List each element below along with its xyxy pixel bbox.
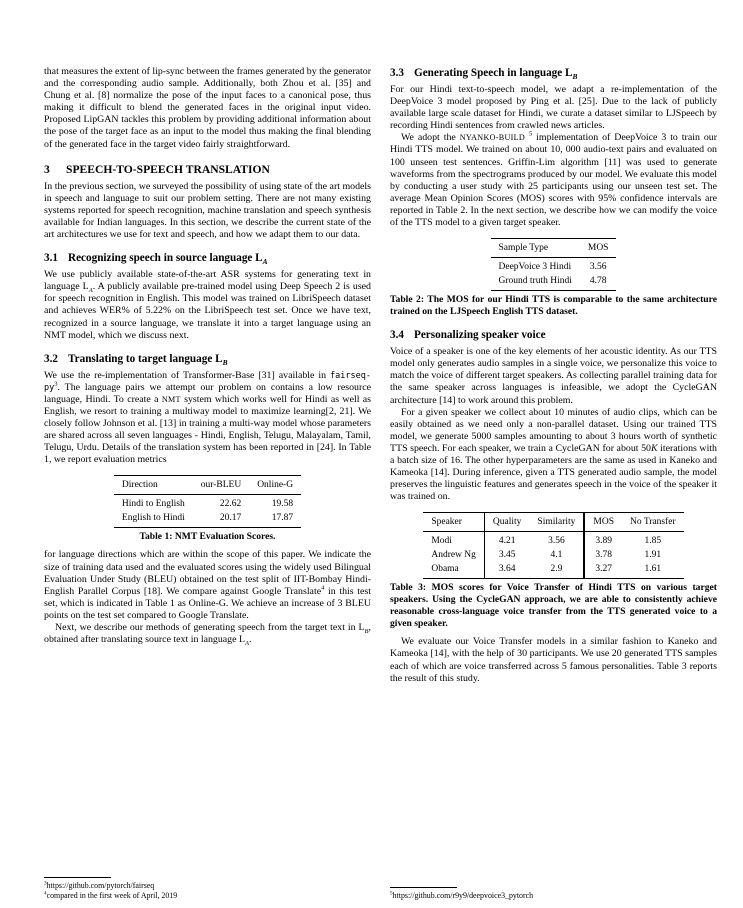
subsection-number: 3.4 (390, 329, 404, 342)
paragraph-speaker-voice: Voice of a speaker is one of the key elements of her acoustic identity. As our TTS model only generates audio samples in a single voice, we personalize this voice to match the voice of different target speakers. As collecting parallel training data for the same speaker across languages is infeasible, we adopt the CycleGAN architecture [14] to work around this problem. (390, 346, 717, 406)
section-3-2-heading (44, 353, 371, 366)
table-cell: 1.91 (644, 550, 662, 561)
section-title: SPEECH-TO-SPEECH TRANSLATION (66, 162, 270, 176)
subsection-number: 3.1 (44, 252, 58, 265)
table-row (423, 548, 683, 562)
footnote-4: $^4$compared in the first week of April, 2019 (44, 890, 178, 901)
table-1-col-online-g: Online-G (249, 475, 301, 495)
table-2-caption: Table 2: The MOS for our Hindi TTS is comparable to the same architecture trained on the LJSpeech English TTS dataset. (390, 294, 717, 318)
table-cell: 3.89 (584, 532, 622, 548)
subsection-title: Generating Speech in language $L_B$ (414, 67, 578, 82)
paragraph-nmt: We use the re-implementation of Transformer-Base [31] available in fairseq-$py^3$. The language pairs we attempt our problem on contains a low resource language, Hindi. To create a NMT system which works well for Hindi as well as English, we resort to training a multiway model to maximize learning[2, 21]. We closely follow Johnson et al. [13] in training a multi-way model whose parameters are shared across all seven languages - Hindi, English, Telugu, Malayalam, Tamil, Telugu, Urdu. Details of the translation system has been reported in [24]. In Table 1, we report evaluation metrics (44, 369, 372, 466)
section-3-4-heading (390, 329, 717, 342)
table-cell: 3.56 (589, 262, 607, 273)
table-1-col-our-bleu: our-BLEU (193, 475, 249, 495)
section-3-3-heading (390, 67, 717, 80)
table-row (491, 238, 617, 258)
table-cell: 3.56 (529, 532, 584, 548)
table-cell: Hindi to English (121, 499, 185, 510)
subsection-title: Personalizing speaker voice (414, 329, 546, 342)
table-row (114, 475, 301, 495)
subsection-title: Recognizing speech in source language $L_A$ (68, 252, 268, 267)
table-3-col-similarity: Similarity (529, 512, 584, 532)
table-row (423, 562, 683, 579)
table-3-voice-transfer (423, 512, 683, 579)
table-cell: 22.62 (219, 499, 242, 510)
table-cell: 1.61 (622, 562, 684, 579)
section-3-1-heading (44, 252, 371, 265)
table-row (423, 532, 683, 548)
table-cell: 4.78 (580, 274, 617, 291)
footnote-separator (390, 887, 457, 888)
paragraph-next-steps: Next, we describe our methods of generating speech from the target text in $L_B$, obtained after translating source text in language $L_A$. (44, 622, 371, 648)
table-3-col-quality: Quality (485, 512, 530, 532)
table-row (491, 274, 617, 291)
table-cell: DeepVoice 3 Hindi (498, 262, 572, 273)
table-1-header (114, 475, 301, 495)
right-footnotes (390, 887, 717, 902)
table-cell: Obama (423, 562, 485, 579)
table-2-col-mos: MOS (580, 238, 617, 258)
paragraph-asr: We use publicly available state-of-the-art ASR systems for generating text in language $L_A$. A publicly available pre-trained model using Deep Speech 2 is used for speech recognition in English. This model was trained on LibriSpeech dataset and achieves WER% of 5.22% on the LibriSpeech test set. Once we have text, recognized in a source language, we translate it into a target language using an NMT model, which we discuss next. (44, 269, 371, 341)
table-row (114, 511, 301, 528)
table-row (114, 495, 301, 511)
table-3-caption: Table 3: MOS scores for Voice Transfer of Hindi TTS on various target speakers. Using the CycleGAN approach, we are able to consistently achieve reasonable cross-language voice transfer from the TTS generated voice to a given speaker. (390, 582, 717, 630)
paragraph-voice-transfer-eval: We evaluate our Voice Transfer models in a similar fashion to Kaneko and Kameoka [14], with the help of 30 participants. We use 20 generated TTS samples each of which are voice transferred across 5 famous personalities. Table 3 reports the result of this study. (390, 636, 717, 684)
table-cell: 3.64 (485, 562, 530, 579)
footnote-3: $^3$https://github.com/pytorch/fairseq (44, 880, 155, 890)
table-cell: 4.21 (498, 536, 516, 547)
table-cell: 2.9 (529, 562, 584, 579)
table-cell: 4.1 (529, 548, 584, 562)
table-cell: Ground truth Hindi (491, 274, 580, 291)
left-column (44, 66, 371, 904)
table-cell: 3.27 (584, 562, 622, 579)
table-row (423, 512, 683, 532)
table-1-caption: Table 1: NMT Evaluation Scores. (139, 531, 276, 543)
footnote-separator (44, 877, 111, 878)
table-cell: 3.78 (584, 548, 622, 562)
table-2-header (491, 238, 617, 258)
table-3-col-mos: MOS (584, 512, 622, 532)
paragraph-section-3-intro: In the previous section, we surveyed the possibility of using state of the art models in speech and language to suit our problem setting. There are not many existing systems reported for speech recognition, machine translation and speech synthesis available for Indian languages. In this section, we describe the current state of the art architectures we use for text and speech, and how we adapt them to our data. (44, 180, 371, 241)
table-cell: Andrew Ng (423, 548, 485, 562)
paragraph-bleu-comparison: for language directions which are within the scope of this paper. We indicate the size of training data used and the evaluated scores using the widely used Bilingual Evaluation Under Study (BLEU) obtained on the test split of IIT-Bombay Hindi-English Parallel Corpus [18]. We compare against Google Translate$^4$ in this test set, which is indicated in Table 1 as Online-G. We achieve an increase of 3 BLEU points on the test set compared to Google Translate. (44, 549, 371, 621)
subsection-number: 3.3 (390, 67, 404, 79)
table-cell: English to Hindi (114, 511, 193, 528)
table-cell: 19.58 (271, 499, 294, 510)
table-3-header (423, 512, 683, 532)
table-row (491, 258, 617, 274)
table-2-mos (491, 238, 617, 291)
subsection-title: Translating to target language $L_B$ (68, 352, 228, 367)
footnote-5: $^5$https://github.com/r9y9/deepvoice3_pytorch (390, 890, 534, 901)
paragraph-nyanko-build: We adopt the NYANKO-BUILD $^5$ implementation of DeepVoice 3 to train our Hindi TTS model. We trained on about 10, 000 audio-text pairs and evaluated on 100 unseen test sentences. Griffin-Lim algorithm [11] was used to generate waveforms from the spectrograms produced by our model. We evaluate this model by conducting a user study with 25 participants using our unseen test set. The average Mean Opinion Scores (MOS) scores with 95% confidence intervals are reported in Table 2. In the next section, we describe how we can modify the voice of the TTS model to a given target speaker. (390, 131, 717, 229)
paragraph-cyclegan-training: For a given speaker we collect about 10 minutes of audio clips, which can be easily obtained as we need only a non-parallel dataset. Using our trained TTS model, we generate 5000 samples amounting to about 3 hours worth of synthetic TTS speech. For each speaker, we train a CycleGAN for about 50K iterations with a batch size of 16. The other hyperparameters are the same as used in Kaneko and Kameoka [14]. During inference, given a TTS generated audio sample, the model preserves the linguistic features and generates speech in the voice of the speaker it was trained on. (390, 406, 717, 503)
section-number: 3 (44, 162, 50, 176)
section-3-heading (44, 163, 371, 176)
paragraph-lipgan-continuation: that measures the extent of lip-sync between the frames generated by the generator and the corresponding audio sample. Additionally, both Zhou et al. [35] and Chung et al. [8] normalize the pose of the input faces to a canonical pose, thus making it difficult to blend the generated faces in the original input video. Proposed LipGAN tackles this problem by providing additional information about the pose of the target face as an input to the model thus making the final blending of the generated face in the target video fairly straightforward. (44, 66, 371, 150)
paragraph-tts-intro: For our Hindi text-to-speech model, we adapt a re-implementation of the DeepVoice 3 model proposed by Ping et al. [25]. Due to the lack of publicly available large scale dataset for Hindi, we curate a dataset similar to LJSpeech by recording Hindi sentences from crawled news articles. (390, 84, 717, 132)
left-footnotes (44, 877, 371, 902)
table-cell: 17.87 (249, 511, 301, 528)
subsection-number: 3.2 (44, 352, 58, 365)
table-1-col-direction: Direction (114, 475, 193, 495)
table-3-col-speaker: Speaker (423, 512, 485, 532)
table-cell: 20.17 (193, 511, 249, 528)
table-3-col-no-transfer: No Transfer (622, 512, 684, 532)
right-column (390, 66, 717, 904)
table-cell: 3.45 (498, 550, 516, 561)
table-1-nmt-scores (114, 475, 301, 528)
table-cell: Modi (423, 532, 485, 548)
table-cell: 1.85 (644, 536, 662, 547)
table-2-col-sample-type: Sample Type (491, 238, 580, 258)
